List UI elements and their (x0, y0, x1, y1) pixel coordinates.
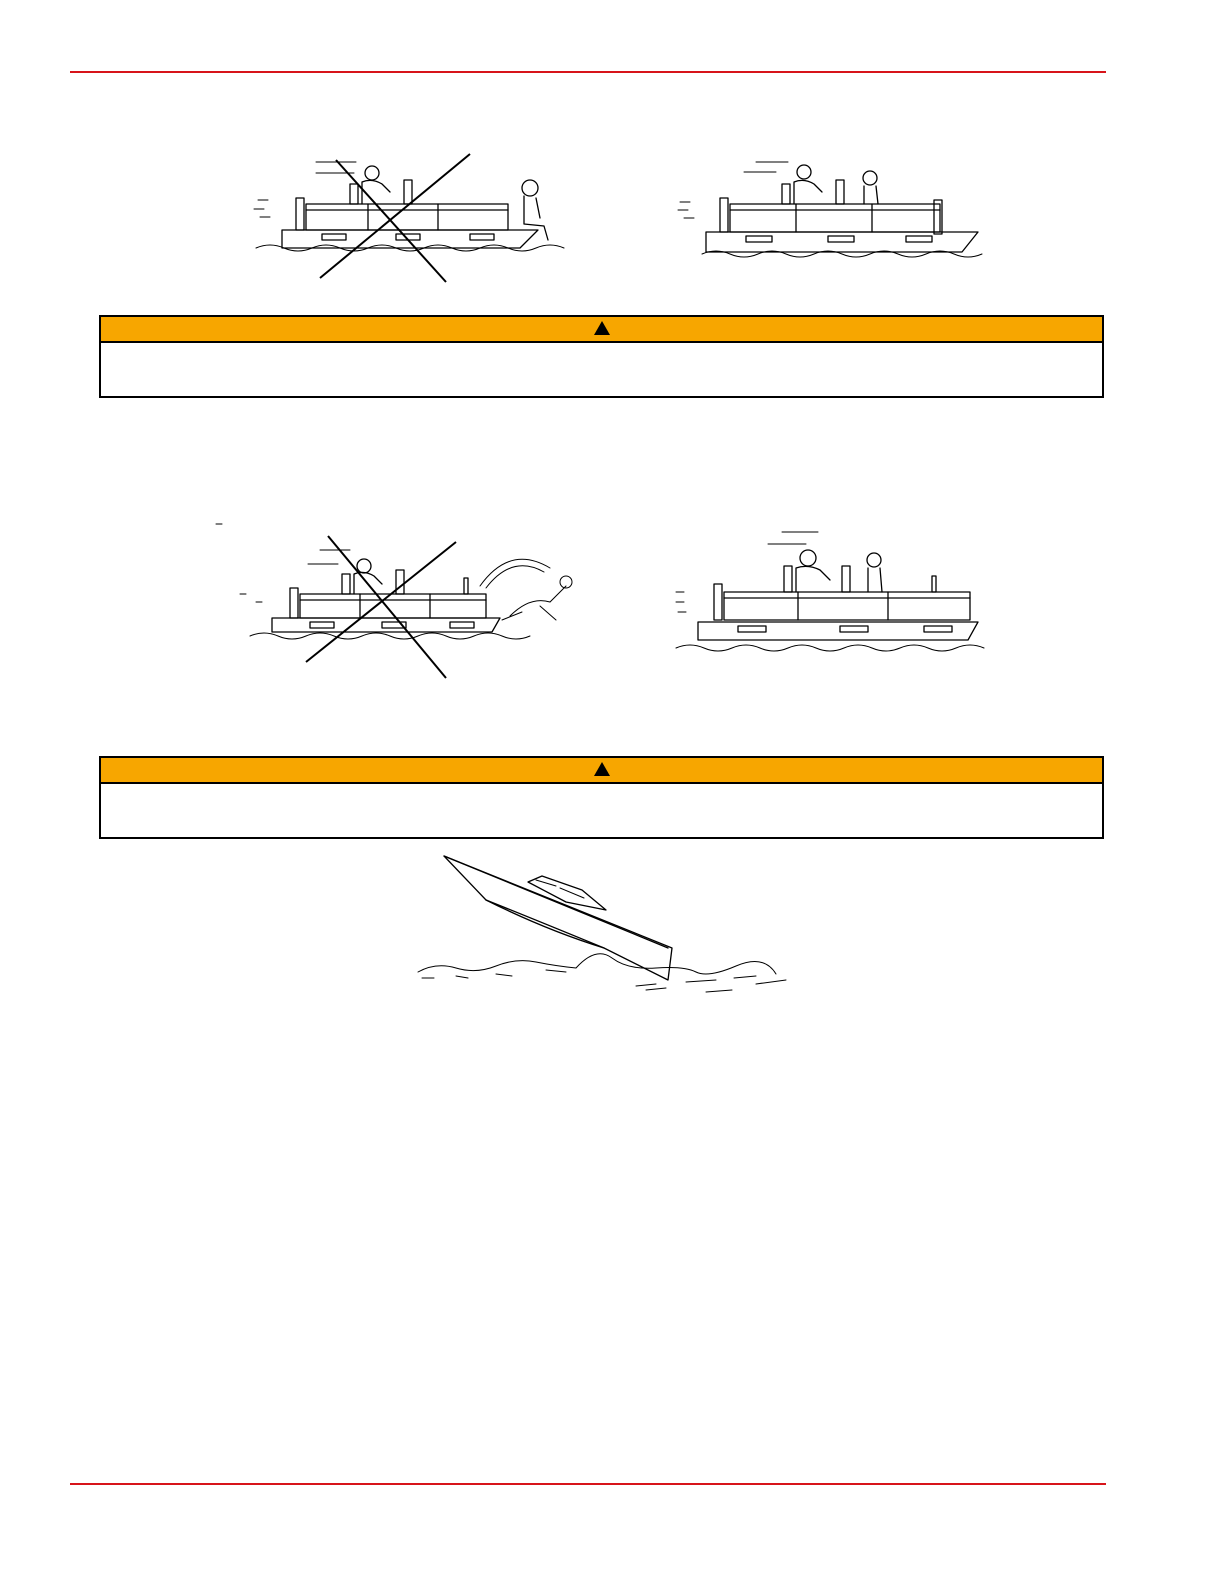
figure-boat-jumping-wave (416, 850, 802, 1006)
pontoon-boat-passenger-thrown-illustration (210, 516, 600, 682)
warning-triangle-icon (593, 320, 611, 341)
figure-correct-seated-2 (672, 526, 1002, 658)
pontoon-boat-front-deck-illustration (250, 148, 580, 288)
figure-correct-seated (676, 158, 986, 262)
warning-box-1 (99, 315, 1104, 398)
warning-triangle-icon (593, 761, 611, 782)
figure-incorrect-front-deck (250, 148, 580, 288)
header-rule (70, 71, 1106, 73)
warning-text-1 (101, 343, 1102, 355)
warning-header-2 (101, 758, 1102, 784)
speedboat-wave-illustration (416, 850, 802, 1006)
figure-incorrect-thrown-overboard (210, 516, 600, 682)
warning-box-2 (99, 756, 1104, 839)
warning-text-2 (101, 784, 1102, 796)
pontoon-boat-seated-illustration (676, 158, 986, 262)
footer-rule (70, 1483, 1106, 1485)
warning-header-1 (101, 317, 1102, 343)
pontoon-boat-seated-illustration-2 (672, 526, 1002, 658)
